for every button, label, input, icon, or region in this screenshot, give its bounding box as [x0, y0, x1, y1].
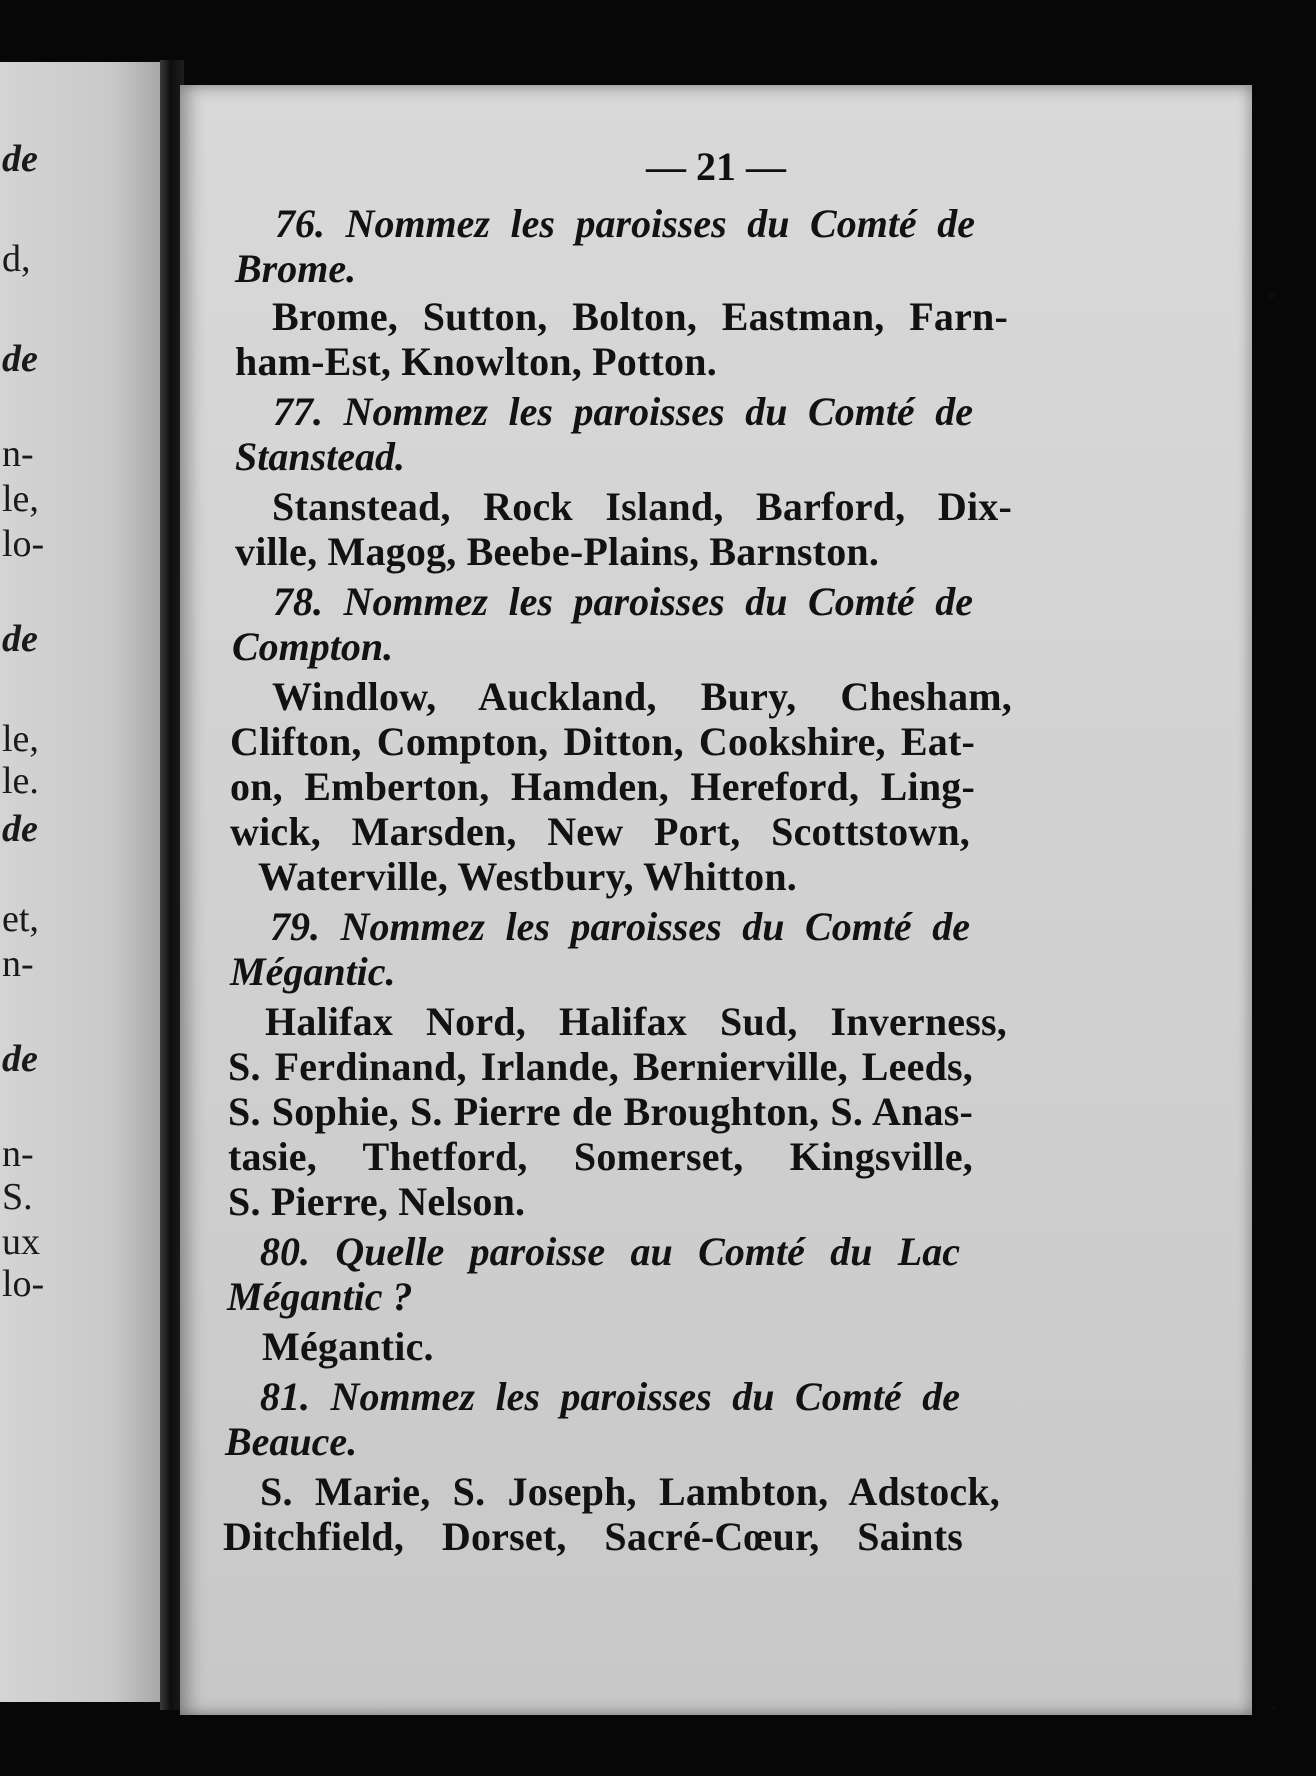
answer-line: Windlow, Auckland, Bury, Chesham,	[272, 675, 1012, 719]
facing-page-fragment: de	[2, 1038, 38, 1080]
facing-page-fragment: n-	[2, 943, 34, 985]
facing-page-fragment: de	[2, 808, 38, 850]
answer-line: Mégantic.	[262, 1324, 434, 1369]
facing-page-fragment: S.	[2, 1176, 33, 1218]
question-line: Mégantic ?	[227, 1274, 413, 1319]
question-line: 81. Nommez les paroisses du Comté de	[260, 1375, 960, 1419]
answer-line: wick, Marsden, New Port, Scottstown,	[230, 810, 970, 854]
facing-page-fragment: lo-	[2, 523, 45, 565]
answer-line: Clifton, Compton, Ditton, Cookshire, Eat-	[230, 720, 975, 764]
book-page	[180, 85, 1252, 1715]
question-line: Stanstead.	[235, 434, 406, 479]
answer-line: Waterville, Westbury, Whitton.	[258, 854, 797, 899]
question-line: Beauce.	[225, 1419, 358, 1464]
question-line: Mégantic.	[230, 949, 396, 994]
facing-page-fragment: le.	[2, 760, 39, 802]
ink-speck	[1272, 1706, 1277, 1711]
facing-page-fragment: n-	[2, 433, 34, 475]
ink-speck	[1300, 270, 1304, 274]
answer-line: tasie, Thetford, Somerset, Kingsville,	[228, 1135, 973, 1179]
facing-page-fragment: le,	[2, 718, 39, 760]
answer-line: Ditchfield, Dorset, Sacré-Cœur, Saints	[223, 1515, 963, 1559]
answer-line: S. Marie, S. Joseph, Lambton, Adstock,	[260, 1470, 1000, 1514]
facing-page-fragment: de	[2, 138, 38, 180]
question-line: 80. Quelle paroisse au Comté du Lac	[260, 1230, 960, 1274]
answer-line: S. Ferdinand, Irlande, Bernierville, Leeds,	[228, 1045, 973, 1089]
question-line: 76. Nommez les paroisses du Comté de	[275, 202, 975, 246]
question-line: Compton.	[232, 624, 394, 669]
facing-page-fragment: de	[2, 618, 38, 660]
answer-line: Brome, Sutton, Bolton, Eastman, Farn-	[272, 295, 1008, 339]
ink-speck	[1268, 292, 1275, 299]
question-line: 77. Nommez les paroisses du Comté de	[273, 390, 973, 434]
facing-page-fragment: de	[2, 338, 38, 380]
facing-page-fragment: le,	[2, 478, 39, 520]
answer-line: ham-Est, Knowlton, Potton.	[235, 339, 717, 384]
answer-line: S. Sophie, S. Pierre de Broughton, S. Anas-	[228, 1090, 973, 1134]
answer-line: ville, Magog, Beebe-Plains, Barnston.	[235, 529, 880, 574]
facing-page-edge	[0, 62, 160, 1702]
answer-line: Stanstead, Rock Island, Barford, Dix-	[272, 485, 1012, 529]
facing-page-fragment: n-	[2, 1133, 34, 1175]
question-line: 79. Nommez les paroisses du Comté de	[270, 905, 970, 949]
facing-page-fragment: d,	[2, 238, 31, 280]
answer-line: S. Pierre, Nelson.	[228, 1179, 526, 1224]
facing-page-fragment: lo-	[2, 1263, 45, 1305]
facing-page-fragment: et,	[2, 898, 39, 940]
question-line: 78. Nommez les paroisses du Comté de	[273, 580, 973, 624]
answer-line: Halifax Nord, Halifax Sud, Inverness,	[265, 1000, 1007, 1044]
page-number: — 21 —	[646, 144, 786, 189]
facing-page-fragment: ux	[2, 1221, 40, 1263]
answer-line: on, Emberton, Hamden, Hereford, Ling-	[230, 765, 975, 809]
question-line: Brome.	[235, 246, 357, 291]
